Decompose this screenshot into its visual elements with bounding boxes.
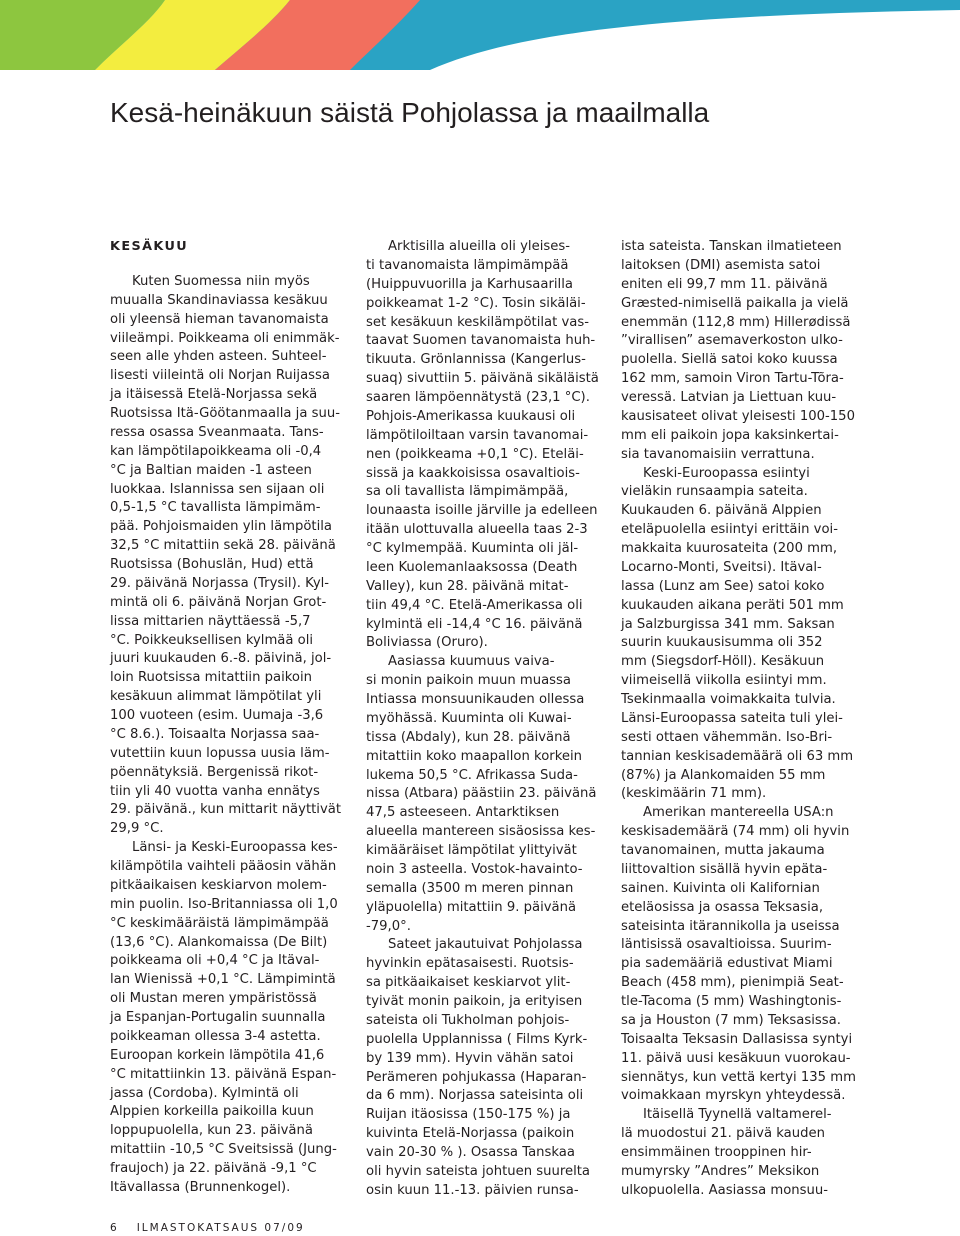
text-line: Länsi-Euroopassa sateita tuli ylei- [621, 710, 843, 726]
text-line: pia sademääriä edustivat Miami [621, 956, 833, 972]
text-line: 0,5-1,5 °C tavallista lämpimäm- [110, 500, 321, 516]
text-line: taavat Suomen tavanomaista huh- [366, 333, 596, 349]
page-footer [110, 1222, 305, 1234]
text-line: Boliviassa (Oruro). [366, 635, 488, 651]
text-line: puolella. Siellä satoi koko kuussa [621, 352, 838, 368]
text-line: (Huippuvuorilla ja Karhusaarilla [366, 276, 573, 292]
text-line: läntisissä osavaltioissa. Suurim- [621, 937, 832, 953]
text-line: Sateet jakautuivat Pohjolassa [388, 937, 583, 953]
text-line: Alppien korkeilla paikoilla kuun [110, 1104, 314, 1120]
paragraph [366, 936, 598, 1200]
text-line: enemmän (112,8 mm) Hillerødissä [621, 314, 851, 330]
text-line: sainen. Kuivinta oli Kalifornian [621, 880, 820, 896]
text-line: Itävallassa (Brunnenkogel). [110, 1179, 291, 1195]
text-line: eteläosissa ja osassa Teksasia, [621, 899, 824, 915]
text-line: makkaita kuurosateita (200 mm, [621, 541, 838, 556]
text-line: hyvinkin epätasaisesti. Ruotsis- [366, 956, 574, 972]
text-line: puolella Upplannissa ( Films Kyrk- [366, 1031, 588, 1047]
text-line: Ruotsissa (Bohuslän, Hud) että [110, 557, 314, 572]
page-number: 6 [110, 1222, 117, 1234]
text-line: pää. Pohjoismaiden ylin lämpötila [110, 519, 333, 535]
text-line: ulkopuolella. Aasiassa monsuu- [621, 1182, 828, 1198]
paragraph [366, 238, 598, 653]
text-line: vutettiin kuun lopussa uusia läm- [110, 745, 330, 761]
text-line: suaq) sivuttiin 5. päivänä sikäläistä [366, 371, 599, 387]
text-line: eniten eli 99,7 mm 11. päivänä [621, 276, 828, 292]
text-line: mintä oli 6. päivänä Norjan Grot- [110, 594, 327, 610]
text-line: si monin paikoin muun muassa [366, 673, 571, 689]
text-line: jassa (Cordoba). Kylmintä oli [110, 1085, 299, 1101]
paragraph [621, 1106, 853, 1200]
text-line: mm eli paikoin jopa kaksinkertai- [621, 427, 839, 443]
decorative-banner [0, 0, 960, 70]
text-line: sia tavanomaisiin verrattuna. [621, 446, 815, 462]
paragraph [110, 839, 340, 1198]
text-line: 29. päivänä., kun mittarit näyttivät [110, 802, 342, 818]
text-line: kuivinta Etelä-Norjassa (paikoin [366, 1126, 575, 1142]
paragraph [621, 804, 856, 1106]
text-line: lä muodostui 21. päivä kauden [621, 1126, 825, 1142]
text-line: keskisademäärä (74 mm) oli hyvin [621, 824, 850, 840]
text-line: lämpötiloiltaan varsin tavanomai- [366, 427, 589, 443]
text-line: vieläkin runsaampia sateita. [621, 484, 808, 500]
text-line: sesti ottaen vähemmän. Iso-Bri- [621, 729, 833, 745]
text-line: ja Espanjan-Portugalin suunnalla [110, 1010, 326, 1025]
text-line: Ruotsissa Itä-Göötanmaalla ja suu- [110, 406, 340, 421]
text-column-1 [110, 238, 340, 1198]
text-line: veressä. Latvian ja Liettuan kuu- [621, 390, 837, 405]
text-line: ”virallisen” asemaverkoston ulko- [621, 333, 843, 349]
section-heading: KESÄKUU [110, 239, 189, 254]
text-line: tiin 49,4 °C. Etelä-Amerikassa oli [366, 597, 583, 613]
text-line: lan Wienissä +0,1 °C. Lämpimintä [110, 972, 336, 988]
text-line: nissa (Atbara) päästiin 23. päivänä [366, 786, 597, 802]
paragraph [621, 465, 853, 805]
text-line: by 139 mm). Hyvin vähän satoi [366, 1050, 574, 1066]
text-line: leen Kuolemanlaaksossa (Death [366, 559, 578, 575]
text-line: °C mitattiinkin 13. päivänä Espan- [110, 1066, 337, 1082]
text-line: vain 20-30 % ). Osassa Tanskaa [366, 1145, 575, 1160]
text-line: kausisateet olivat yleisesti 100-150 [621, 408, 855, 424]
publication-name: ILMASTOKATSAUS 07/09 [136, 1222, 305, 1234]
text-line: oli yleensä hieman tavanomaista [110, 311, 329, 327]
text-line: Beach (458 mm), pienimpiä Seat- [621, 975, 844, 991]
text-line: Valley), kun 28. päivänä mitat- [366, 578, 569, 594]
text-line: 162 mm, samoin Viron Tartu-Tõra- [621, 371, 844, 387]
text-line: 29. päivänä Norjassa (Trysil). Kyl- [110, 575, 330, 591]
text-line: yläpuolella) mitattiin 9. päivänä [366, 899, 577, 915]
text-line: Kuten Suomessa niin myös [132, 273, 310, 289]
text-line: fraujoch) ja 22. päivänä -9,1 °C [110, 1161, 317, 1176]
text-line: -79,0°. [366, 918, 411, 934]
text-line: poikkeamat 1-2 °C). Tosin sikäläi- [366, 295, 586, 311]
text-line: itään ulottuvalla alueella taas 2-3 [366, 522, 588, 538]
text-line: sa oli tavallista lämpimämpää, [366, 484, 569, 500]
paragraph [366, 653, 598, 936]
text-line: ja itäisessä Etelä-Norjassa sekä [110, 387, 318, 403]
text-line: ressa osassa Sveanmaata. Tans- [110, 424, 324, 440]
text-line: viimeisellä viikolla esiintyi mm. [621, 673, 827, 689]
color-waves-graphic [0, 0, 960, 70]
text-line: tikuuta. Grönlannissa (Kangerlus- [366, 352, 586, 368]
text-line: set kesäkuun keskilämpötilat vas- [366, 314, 590, 330]
text-line: Euroopan korkein lämpötila 41,6 [110, 1047, 325, 1063]
text-line: oli Mustan meren ympäristössä [110, 991, 317, 1007]
text-line: 47,5 asteeseen. Antarktiksen [366, 805, 560, 821]
text-line: muualla Skandinaviassa kesäkuu [110, 292, 328, 308]
text-line: ista sateista. Tanskan ilmatieteen [621, 239, 842, 254]
text-line: pitkäaikaisen keskiarvon molem- [110, 877, 327, 893]
text-line: noin 3 asteella. Vostok-havainto- [366, 861, 583, 877]
text-line: voimakkaan myrskyn yhteydessä. [621, 1088, 846, 1104]
text-line: lassa (Lunz am See) satoi koko [621, 578, 825, 594]
text-line: oli hyvin sateista johtuen suurelta [366, 1163, 591, 1179]
text-line: Græsted-nimisellä paikalla ja vielä [621, 295, 849, 311]
text-line: luokkaa. Islannissa sen sijaan oli [110, 481, 325, 497]
text-line: kan lämpötilapoikkeama oli -0,4 [110, 443, 322, 459]
text-line: mumyrsky ”Andres” Meksikon [621, 1163, 820, 1179]
text-line: 29,9 °C. [110, 821, 164, 837]
text-line: Länsi- ja Keski-Euroopassa kes- [132, 840, 338, 856]
text-line: kilämpötila vaihteli pääosin vähän [110, 859, 337, 874]
text-line: siennätys, kun vettä kertyi 135 mm [621, 1069, 856, 1085]
text-line: seen alle yhden asteen. Suhteel- [110, 349, 327, 365]
text-line: alueella mantereen sisäosissa kes- [366, 824, 596, 840]
text-line: Pohjois-Amerikassa kuukausi oli [366, 408, 576, 424]
text-line: liittovaltion sisällä hyvin epäta- [621, 861, 828, 877]
text-line: lukema 50,5 °C. Afrikassa Suda- [366, 767, 578, 783]
text-line: mitattiin koko maapallon korkein [366, 748, 583, 764]
paragraph [110, 273, 340, 839]
text-line: poikkeaman ollessa 3-4 astetta. [110, 1028, 321, 1044]
text-line: sissä ja kaakkoisissa osavaltiois- [366, 465, 580, 481]
page-title: Kesä-heinäkuun säistä Pohjolassa ja maailmalla [110, 97, 710, 128]
text-line: (keskimäärin 71 mm). [621, 786, 767, 802]
text-line: pöennätyksiä. Bergenissä rikot- [110, 764, 319, 780]
text-line: suurin kuukausisumma oli 352 [621, 635, 823, 651]
text-line: min puolin. Iso-Britanniassa oli 1,0 [110, 896, 338, 912]
text-line: °C ja Baltian maiden -1 asteen [110, 462, 312, 478]
text-line: 11. päivä uusi kesäkuun vuorokau- [621, 1050, 851, 1066]
text-line: osin kuun 11.-13. päivien runsa- [366, 1182, 579, 1198]
text-line: tiin yli 40 vuotta vanha ennätys [110, 783, 320, 799]
text-line: ja Salzburgissa 341 mm. Saksan [621, 616, 835, 632]
text-line: °C kylmempää. Kuuminta oli jäl- [366, 541, 579, 556]
text-line: Amerikan mantereella USA:n [643, 805, 834, 821]
text-column-2 [366, 238, 598, 1201]
text-line: °C keskimääräistä lämpimämpää [110, 915, 329, 931]
text-line: nen (poikkeama +0,1 °C). Eteläi- [366, 446, 584, 462]
text-line: da 6 mm). Norjassa sateisinta oli [366, 1088, 584, 1104]
text-line: tle-Tacoma (5 mm) Washingtonis- [621, 994, 842, 1009]
text-line: (87%) ja Alankomaiden 55 mm [621, 767, 826, 783]
text-line: lissa mittarien näyttäessä -5,7 [110, 613, 311, 629]
text-line: poikkeama oli +0,4 °C ja Itäval- [110, 953, 320, 969]
text-line: tissa (Abdaly), kun 28. päivänä [366, 729, 571, 745]
text-line: ensimmäinen trooppinen hir- [621, 1145, 812, 1160]
text-line: myöhässä. Kuuminta oli Kuwai- [366, 710, 572, 726]
text-line: sa ja Houston (7 mm) Teksasissa. [621, 1012, 841, 1028]
text-line: tannian keskisademäärä oli 63 mm [621, 748, 854, 764]
text-line: Aasiassa kuumuus vaiva- [388, 654, 555, 670]
paragraph [621, 238, 853, 465]
text-line: °C 8.6.). Toisaalta Norjassa saa- [110, 726, 320, 742]
text-line: kesäkuun alimmat lämpötilat yli [110, 689, 322, 705]
text-column-3 [621, 238, 856, 1201]
text-line: laitoksen (DMI) asemista satoi [621, 257, 821, 273]
text-line: kimääräiset lämpötilat ylittyivät [366, 843, 577, 858]
text-line: lounaasta isoille järville ja edelleen [366, 503, 598, 519]
text-line: loin Ruotsissa mitattiin paikoin [110, 670, 313, 686]
text-line: 32,5 °C mitattiin sekä 28. päivänä [110, 538, 336, 554]
text-line: mitattiin -10,5 °C Sveitsissä (Jung- [110, 1142, 337, 1158]
text-line: eteläpuolella esiintyi erittäin voi- [621, 522, 838, 538]
text-line: sateisinta itärannikolla ja useissa [621, 918, 840, 934]
text-line: juuri kuukauden 6.-8. päivinä, jol- [110, 651, 332, 667]
text-line: kylmintä eli -14,4 °C 16. päivänä [366, 616, 583, 632]
text-line: Itäisellä Tyynellä valtamerel- [643, 1107, 832, 1123]
text-line: Tsekinmaalla voimakkaita tulvia. [621, 692, 836, 707]
text-line: tyivät monin paikoin, ja erityisen [366, 994, 583, 1009]
text-line: sa pitkäaikaiset keskiarvot ylit- [366, 975, 571, 991]
text-line: mm (Siegsdorf-Höll). Kesäkuun [621, 654, 825, 670]
text-line: Ruijan itäosissa (150-175 %) ja [366, 1107, 571, 1123]
text-line: lisesti viileintä oli Norjan Ruijassa [110, 368, 330, 384]
text-line: saaren lämpöennätystä (23,1 °C). [366, 390, 590, 405]
text-line: Toisaalta Teksasin Dallasissa syntyi [621, 1031, 853, 1047]
text-line: Intiassa monsuunikauden ollessa [366, 692, 585, 707]
text-line: ti tavanomaista lämpimämpää [366, 257, 569, 273]
text-line: (13,6 °C). Alankomaissa (De Bilt) [110, 934, 328, 950]
text-line: kuukauden aikana peräti 501 mm [621, 597, 844, 613]
text-line: Perämeren pohjukassa (Haparan- [366, 1069, 587, 1085]
text-line: tavanomainen, mutta jakauma [621, 843, 825, 858]
text-line: semalla (3500 m meren pinnan [366, 880, 574, 896]
text-line: viileämpi. Poikkeama oli enimmäk- [110, 330, 340, 346]
text-line: Kuukauden 6. päivänä Alppien [621, 503, 822, 519]
text-line: sateista oli Tukholman pohjois- [366, 1012, 570, 1028]
text-line: 100 vuoteen (esim. Uumaja -3,6 [110, 708, 324, 723]
text-line: loppupuolella, kun 23. päivänä [110, 1123, 313, 1139]
text-line: Keski-Euroopassa esiintyi [643, 465, 810, 481]
text-line: Arktisilla alueilla oli yleises- [388, 239, 570, 254]
text-line: °C. Poikkeuksellisen kylmää oli [110, 632, 314, 648]
text-line: Locarno-Monti, Sveitsi). Itäval- [621, 559, 822, 575]
